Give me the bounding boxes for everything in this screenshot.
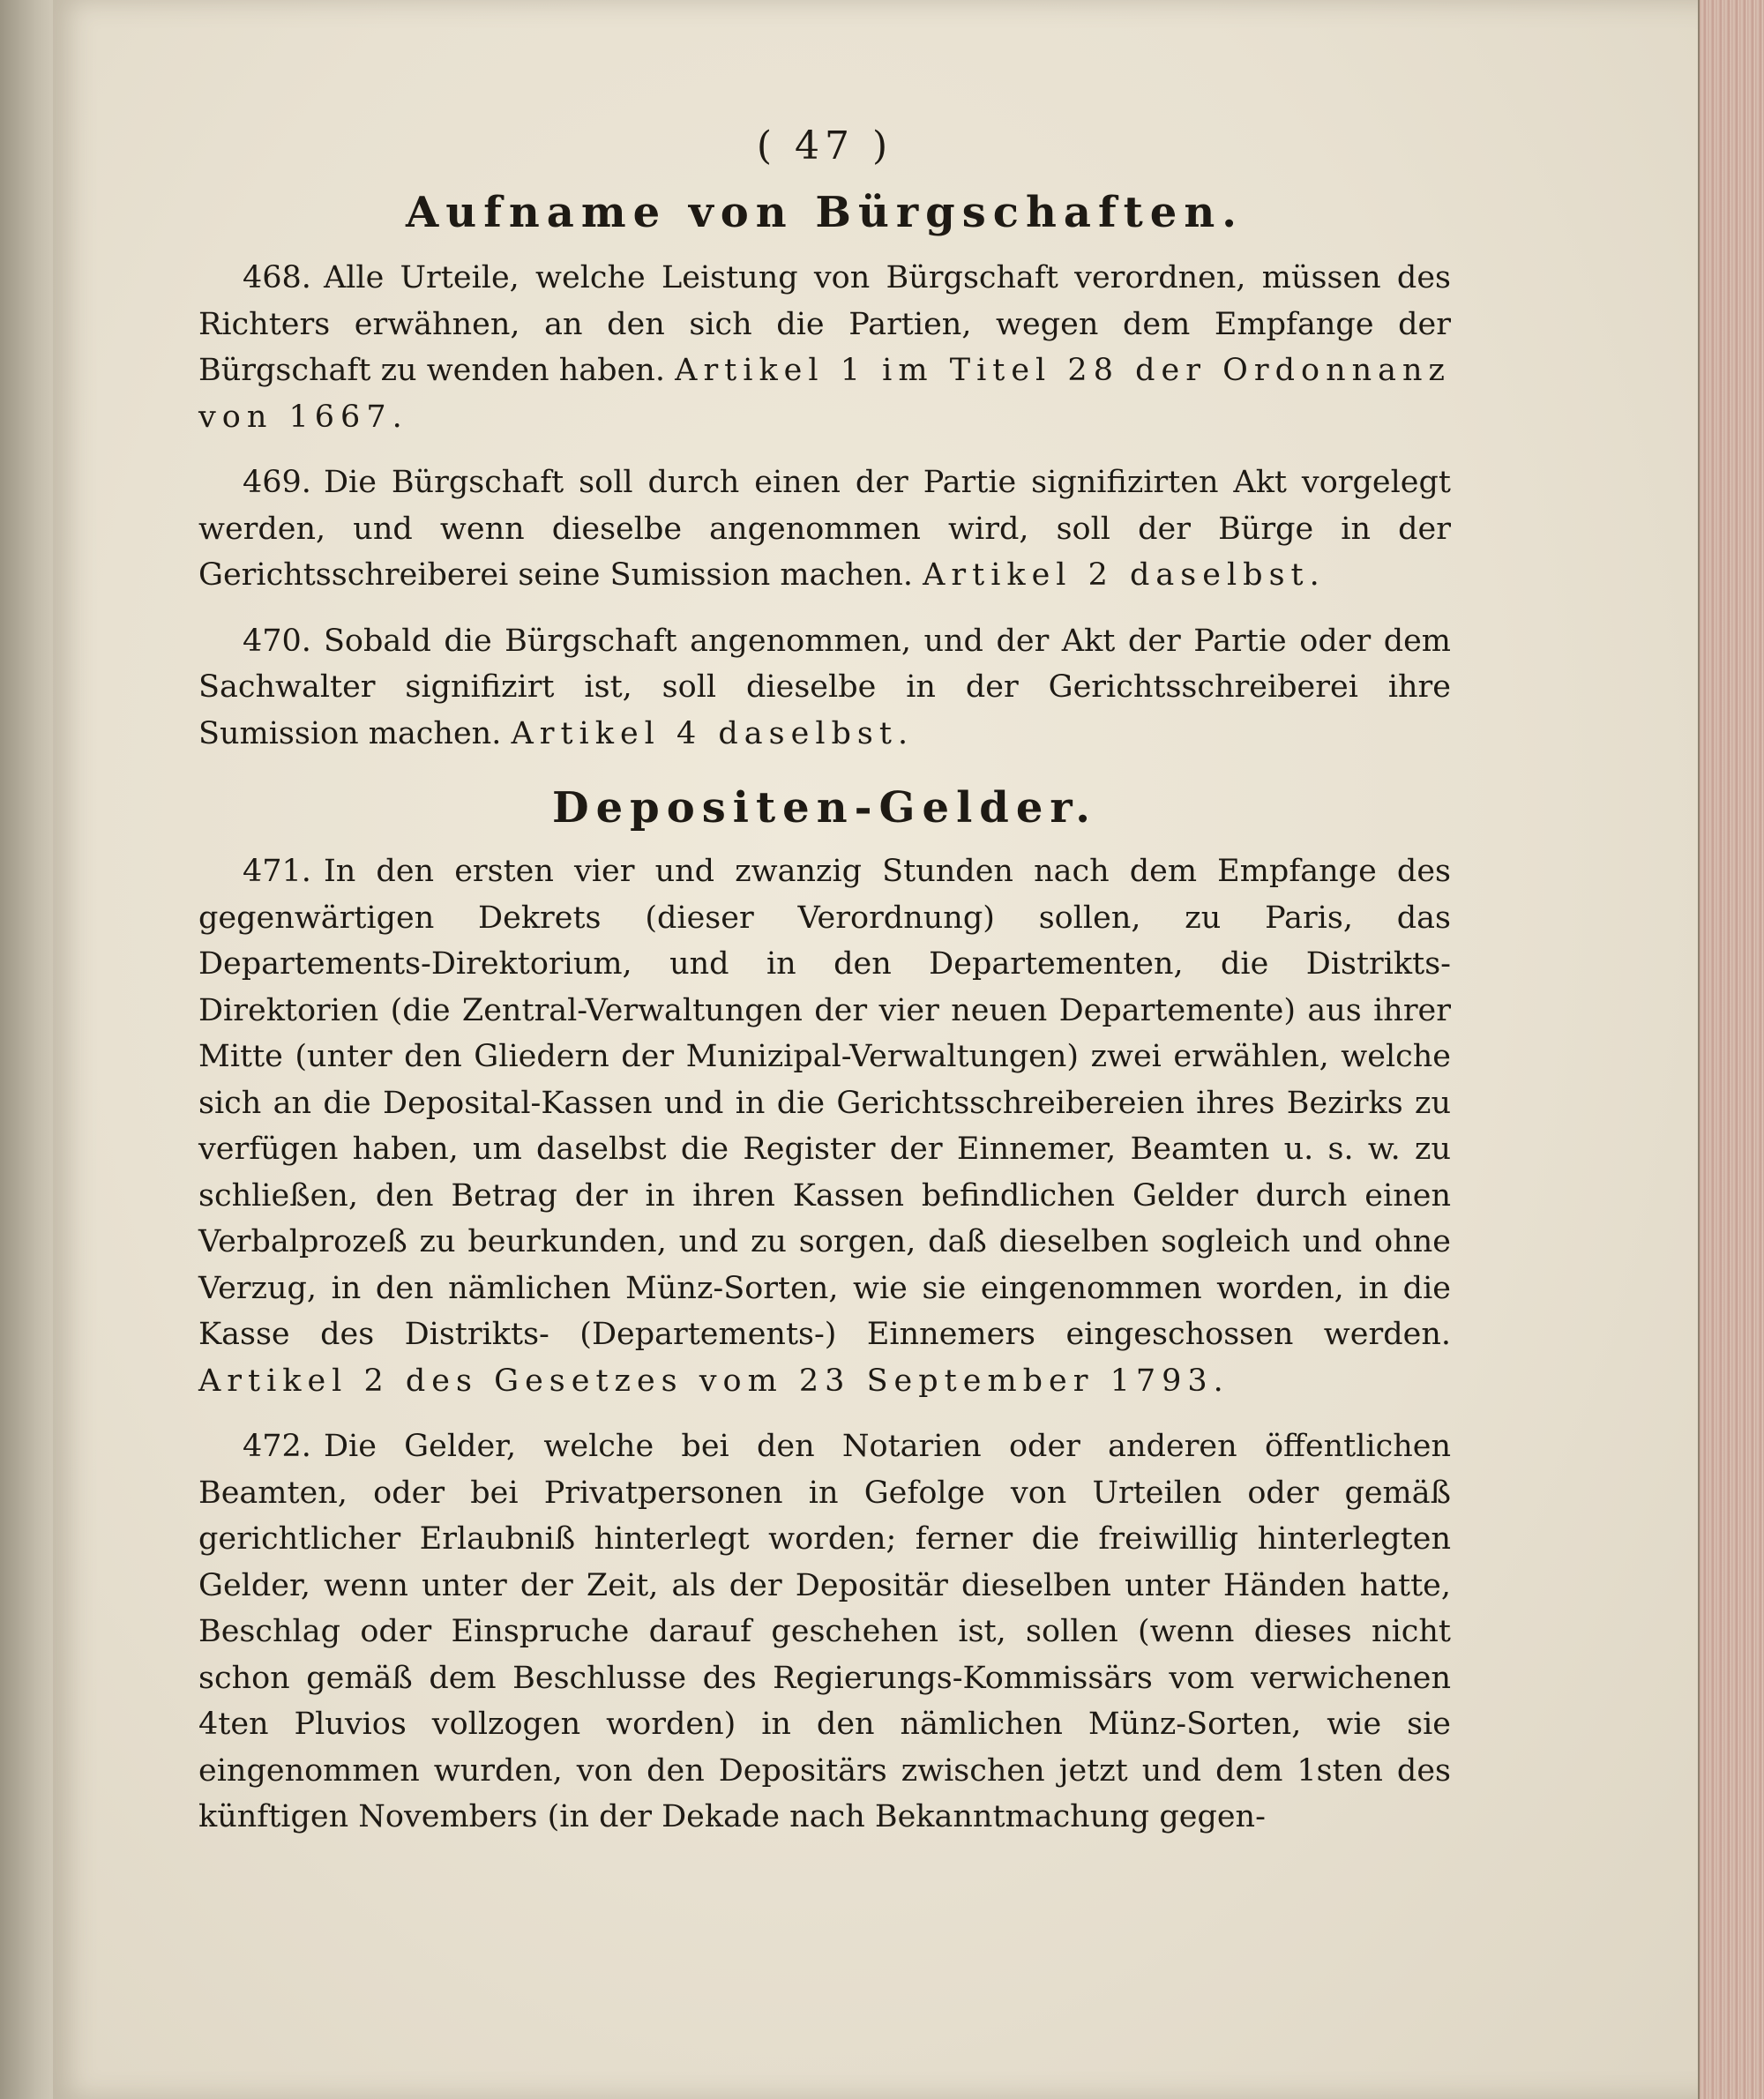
section-heading: Depositen-Gelder.: [552, 783, 1097, 833]
paragraph-number: 470.: [243, 623, 311, 659]
paragraph-text: In den ersten vier und zwanzig Stunden nach dem Empfange des gegenwärtigen Dekrets (dieser Verordnung) sollen, zu Paris, das Departements-Direktorium, und in den Departementen, die Distrikts-Direktorien (die Zentral-Verwaltungen der vier neuen Departemente) aus ihrer Mitte (unter den Gliedern der Munizipal-Verwaltungen) zwei erwählen, welche sich an die Deposital-Kassen und in die Gerichtsschreibereien ihres Bezirks zu verfügen haben, um daselbst die Register der Einnemer, Beamten u. s. w. zu schließen, den Betrag der in ihren Kassen befindlichen Gelder durch einen Verbalprozeß zu beurkunden, und zu sorgen, daß dieselben sogleich und ohne Verzug, in den nämlichen Münz-Sorten, wie sie eingenommen worden, in die Kasse des Distrikts- (Departements-) Einnemers eingeschossen werden.: [198, 854, 1451, 1352]
page-edges: [1698, 0, 1764, 2099]
paragraph-470: [198, 618, 1451, 758]
paragraph-number: 471.: [243, 854, 311, 889]
paragraph-468: [198, 255, 1451, 440]
paragraph-472: [198, 1423, 1451, 1841]
paragraph-number: 468.: [243, 260, 311, 295]
section-heading: Aufname von Bürgschaften.: [406, 188, 1244, 237]
paragraph-text: Die Bürgschaft soll durch einen der Partie signifizirten Akt vorgelegt werden, und wenn dieselbe angenommen wird, soll der Bürge in der Gerichtsschreiberei seine Sumission machen.: [198, 465, 1451, 593]
citation: Artikel 2 des Gesetzes vom 23 September 1793.: [198, 1363, 1230, 1399]
citation: Artikel 1 im Titel 28 der Ordonnanz von 1667.: [198, 353, 1452, 435]
paragraph-text: Alle Urteile, welche Leistung von Bürgschaft verordnen, müssen des Richters erwähnen, an den sich die Partien, wegen dem Empfange der Bürgschaft zu wenden haben.: [198, 260, 1451, 388]
paragraph-469: [198, 459, 1451, 599]
paragraph-number: 472.: [243, 1429, 311, 1464]
citation: Artikel 2 daselbst.: [923, 557, 1326, 593]
citation: Artikel 4 daselbst.: [511, 715, 915, 751]
paragraph-471: [198, 848, 1451, 1404]
paragraph-text: Sobald die Bürgschaft angenommen, und der Akt der Partie oder dem Sachwalter signifizirt ist, soll dieselbe in der Gerichtsschreiberei ihre Sumission machen.: [198, 623, 1451, 751]
page-number: ( 47 ): [756, 123, 893, 168]
paragraph-text: Die Gelder, welche bei den Notarien oder anderen öffentlichen Beamten, oder bei Privatpersonen in Gefolge von Urteilen oder gemäß gerichtlicher Erlaubniß hinterlegt worden; ferner die freiwillig hinterlegten Gelder, wenn unter der Zeit, als der Depositär dieselben unter Händen hatte, Beschlag oder Einspruche darauf geschehen ist, sollen (wenn dieses nicht schon gemäß dem Beschlusse des Regierungs-Kommissärs vom verwichenen 4ten Pluvios vollzogen worden) in den nämlichen Münz-Sorten, wie sie eingenommen wurden, von den Depositärs zwischen jetzt und dem 1sten des künftigen Novembers (in der Dekade nach Bekanntmachung gegen-: [198, 1429, 1451, 1834]
paragraph-number: 469.: [243, 465, 311, 500]
page-content: [198, 123, 1451, 1860]
